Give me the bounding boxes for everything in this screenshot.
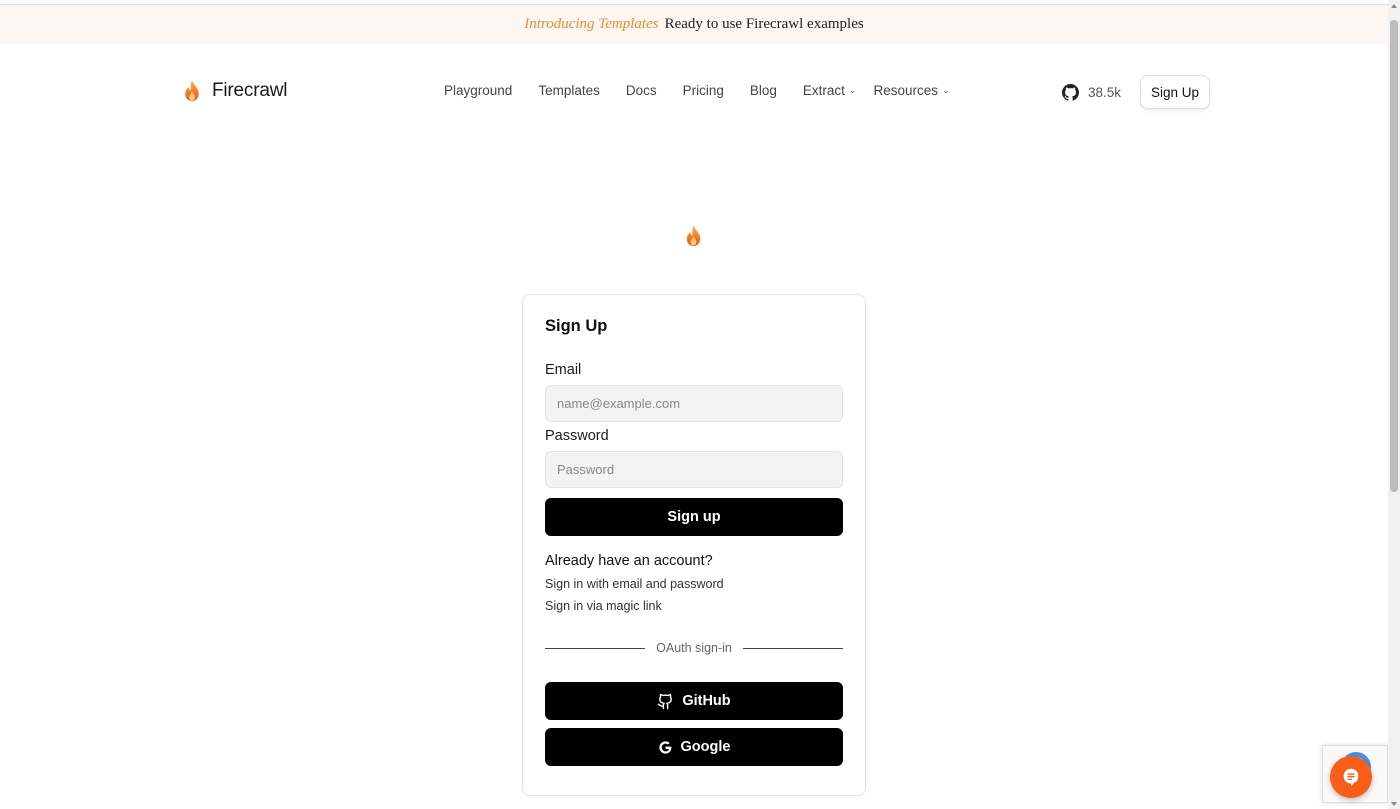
email-field[interactable]: name@example.com bbox=[545, 385, 843, 422]
form-title: Sign Up bbox=[545, 317, 608, 335]
nav-templates[interactable]: Templates bbox=[538, 83, 600, 98]
password-label: Password bbox=[545, 428, 609, 444]
nav-resources[interactable] bbox=[873, 83, 949, 98]
nav-extract[interactable] bbox=[803, 83, 857, 98]
github-oauth-label: GitHub bbox=[682, 693, 731, 709]
google-oauth-label: Google bbox=[680, 739, 731, 755]
github-star-count: 38.5k bbox=[1088, 84, 1122, 100]
header-signup-button[interactable]: Sign Up bbox=[1140, 75, 1210, 109]
nav-blog[interactable]: Blog bbox=[749, 83, 777, 98]
nav-playground[interactable]: Playground bbox=[444, 83, 513, 98]
flame-icon bbox=[684, 224, 703, 247]
nav-pricing[interactable]: Pricing bbox=[682, 83, 724, 98]
google-icon bbox=[658, 740, 673, 755]
header-actions bbox=[1062, 75, 1210, 109]
chat-icon bbox=[1340, 766, 1362, 788]
signup-card bbox=[522, 294, 866, 796]
center-logo bbox=[684, 224, 703, 252]
oauth-divider-label: OAuth sign-in bbox=[656, 641, 732, 655]
top-navigation bbox=[0, 44, 1388, 140]
github-stars-link[interactable] bbox=[1062, 84, 1121, 101]
divider-line-right bbox=[743, 648, 843, 649]
signin-email-link[interactable]: Sign in with email and password bbox=[545, 577, 724, 591]
chevron-down-icon: ⌄ bbox=[848, 85, 857, 95]
chevron-down-icon: ⌄ bbox=[942, 85, 950, 95]
nav-links bbox=[444, 83, 976, 98]
email-label: Email bbox=[545, 362, 582, 378]
already-account-text: Already have an account? bbox=[545, 553, 713, 569]
page-scrollbar[interactable] bbox=[1388, 0, 1400, 809]
nav-extract-label: Extract bbox=[802, 83, 845, 98]
flame-icon bbox=[182, 79, 202, 102]
signin-magic-link[interactable]: Sign in via magic link bbox=[545, 599, 662, 613]
google-oauth-button[interactable] bbox=[545, 728, 843, 766]
github-icon bbox=[1062, 84, 1079, 101]
scroll-down-arrow[interactable] bbox=[1391, 802, 1397, 806]
scroll-up-arrow[interactable] bbox=[1391, 4, 1397, 8]
chat-widget-button[interactable] bbox=[1330, 756, 1372, 798]
brand-logo[interactable] bbox=[182, 79, 287, 102]
password-field[interactable]: Password bbox=[545, 451, 843, 488]
banner-highlight[interactable]: Introducing Templates bbox=[524, 16, 659, 32]
scrollbar-thumb[interactable] bbox=[1390, 20, 1398, 492]
signup-submit-label: Sign up bbox=[667, 509, 721, 525]
banner-text[interactable]: Ready to use Firecrawl examples bbox=[664, 16, 864, 32]
github-oauth-button[interactable] bbox=[545, 682, 843, 720]
github-icon bbox=[657, 693, 674, 710]
brand-name: Firecrawl bbox=[212, 79, 288, 101]
nav-docs[interactable]: Docs bbox=[625, 83, 657, 98]
divider-line-left bbox=[545, 648, 645, 649]
announcement-banner[interactable] bbox=[0, 5, 1388, 44]
signup-submit-button[interactable] bbox=[545, 498, 843, 536]
nav-resources-label: Resources bbox=[873, 83, 938, 98]
oauth-divider bbox=[545, 641, 843, 655]
